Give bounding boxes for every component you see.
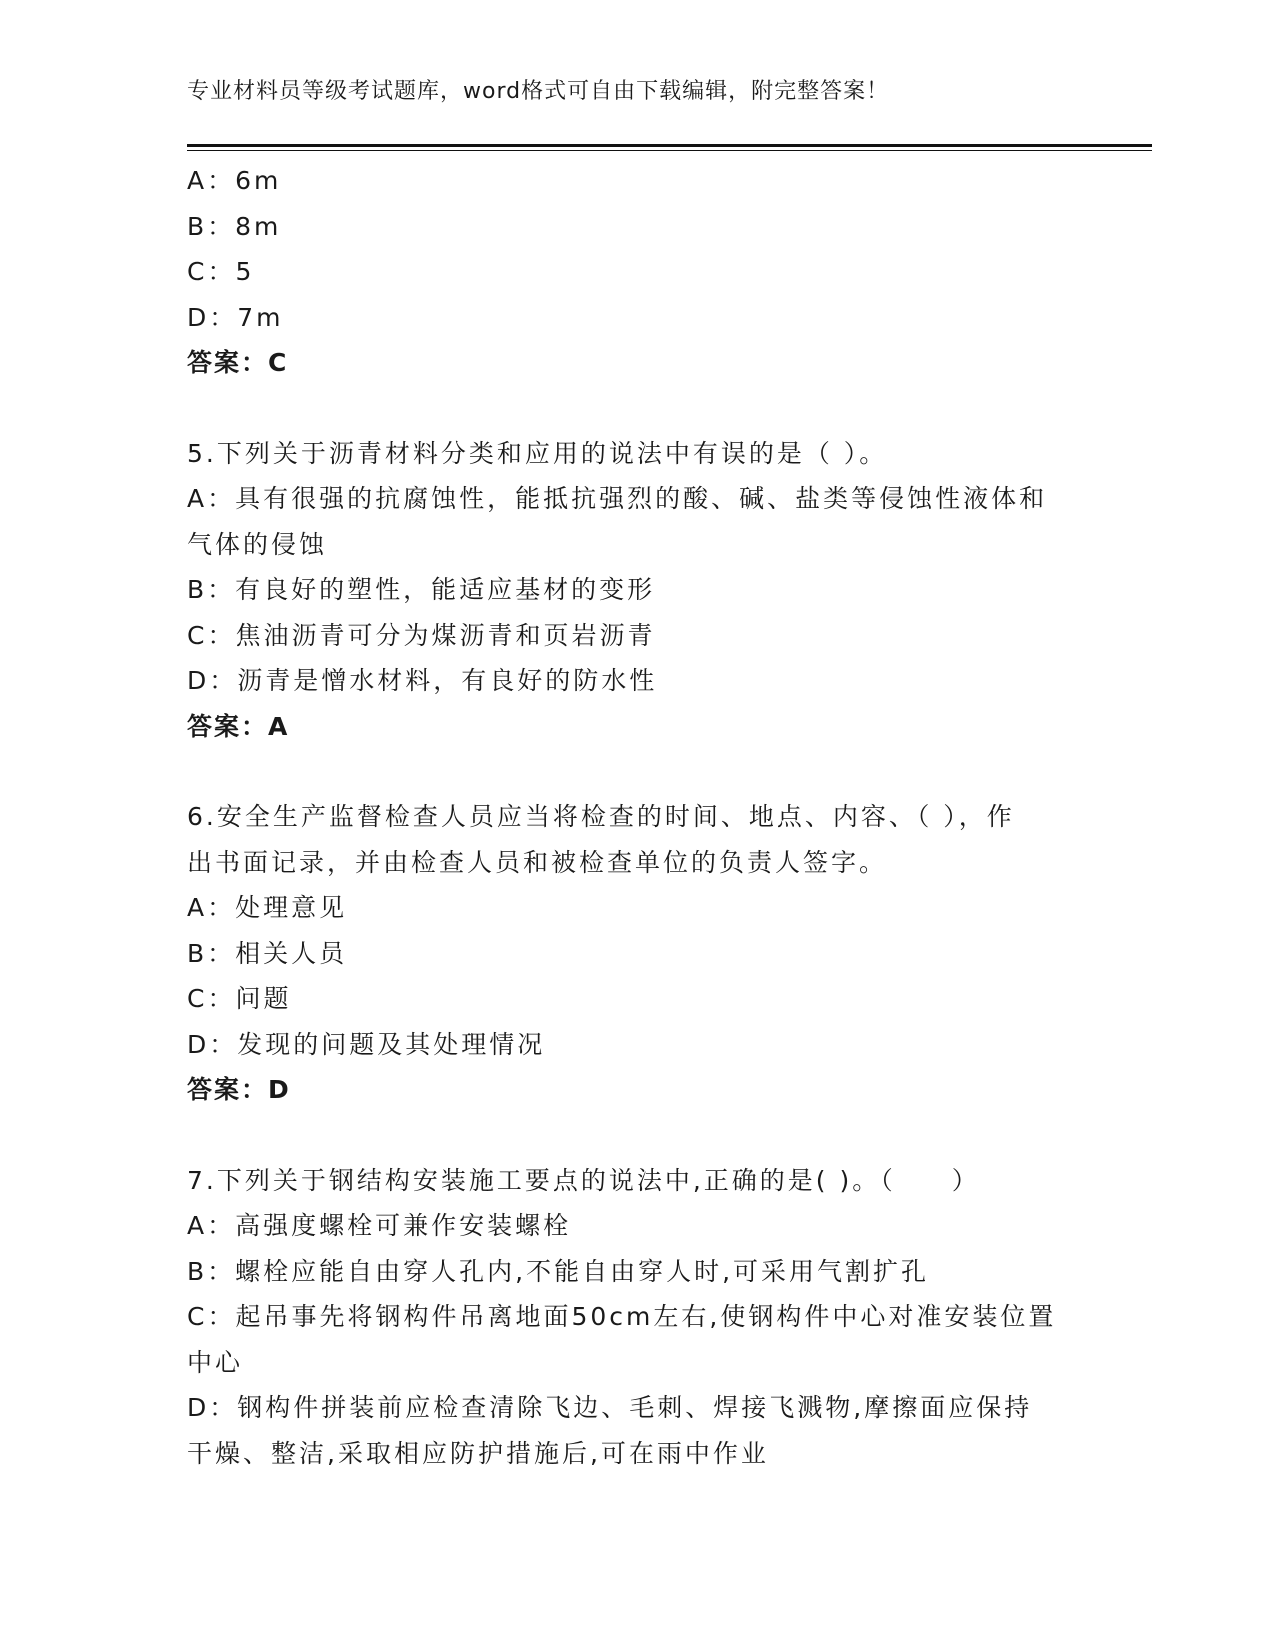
option-d-continued: 干燥、整洁,采取相应防护措施后,可在雨中作业 [187, 1438, 769, 1468]
option-c: C：问题 [187, 984, 292, 1013]
option-b: B：8m [187, 211, 282, 241]
spacer [187, 749, 1077, 794]
option-d: D：钢构件拼装前应检查清除飞边、毛刺、焊接飞溅物,摩擦面应保持 [187, 1393, 1033, 1422]
answer-line: 答案：C [187, 348, 289, 377]
spacer [187, 1113, 1077, 1158]
option-d: D：发现的问题及其处理情况 [187, 1029, 546, 1059]
option-b: B：有良好的塑性，能适应基材的变形 [187, 575, 656, 604]
option-a: A：具有很强的抗腐蚀性，能抵抗强烈的酸、碱、盐类等侵蚀性液体和 [187, 484, 1048, 513]
spacer [187, 386, 1077, 431]
question-stem-continued: 出书面记录，并由检查人员和被检查单位的负责人签字。 [187, 847, 888, 877]
answer-line: 答案：D [187, 1075, 291, 1104]
question-5-block [187, 431, 1077, 750]
question-stem: 6.安全生产监督检查人员应当将检查的时间、地点、内容、（ ），作 [187, 802, 1015, 831]
header-rule-thin [187, 150, 1152, 151]
question-stem: 7.下列关于钢结构安装施工要点的说法中,正确的是( )。（ ） [187, 1165, 980, 1195]
option-c: C：5 [187, 257, 255, 286]
answer-line: 答案：A [187, 711, 290, 741]
option-b: B：相关人员 [187, 938, 348, 968]
option-b: B：螺栓应能自由穿人孔内,不能自由穿人时,可采用气割扩孔 [187, 1256, 930, 1286]
option-a: A：6m [187, 166, 282, 195]
question-content [187, 158, 1077, 1476]
page-header: 专业材料员等级考试题库，word格式可自由下载编辑，附完整答案！ [187, 79, 890, 104]
option-c-continued: 中心 [187, 1347, 244, 1377]
option-a: A：高强度螺栓可兼作安装螺栓 [187, 1211, 572, 1240]
header-rule-thick [187, 144, 1152, 147]
question-stem: 5.下列关于沥青材料分类和应用的说法中有误的是（ ）。 [187, 438, 888, 468]
option-a-continued: 气体的侵蚀 [187, 529, 328, 559]
question-7-block [187, 1158, 1077, 1477]
option-c: C：焦油沥青可分为煤沥青和页岩沥青 [187, 620, 656, 650]
question-6-block [187, 794, 1077, 1113]
question-4-block [187, 158, 1077, 386]
option-d: D：沥青是憎水材料，有良好的防水性 [187, 666, 658, 695]
option-a: A：处理意见 [187, 893, 348, 922]
option-d: D：7m [187, 302, 284, 332]
option-c: C：起吊事先将钢构件吊离地面50cm左右,使钢构件中心对准安装位置 [187, 1302, 1057, 1331]
